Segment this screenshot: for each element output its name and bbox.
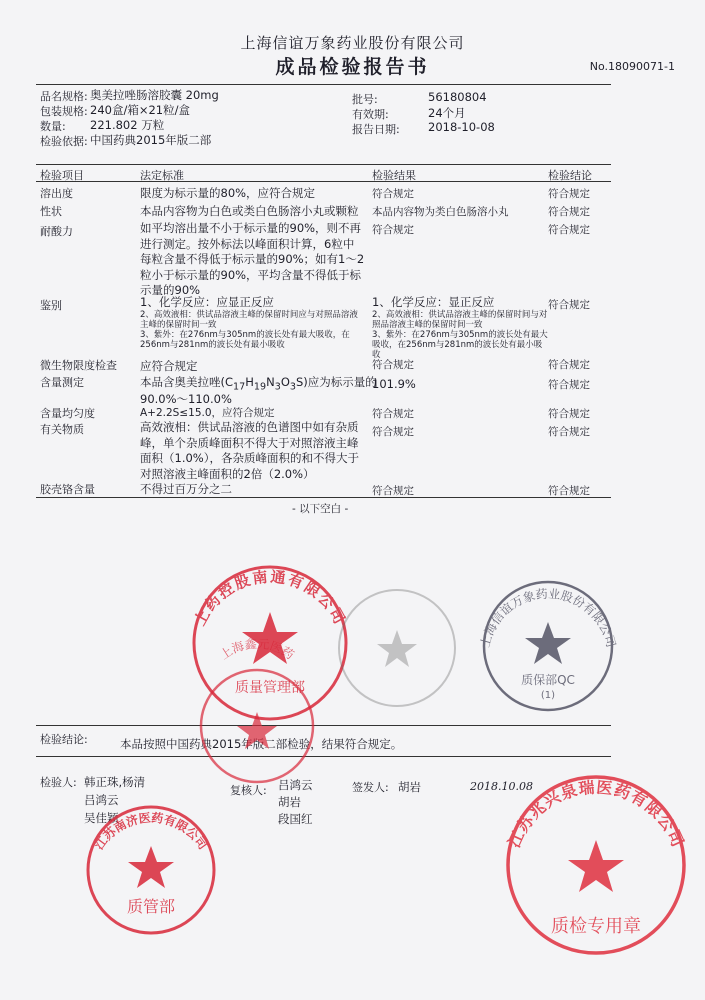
row-item: 含量测定 — [40, 376, 84, 389]
result-line: 1、化学反应：显正反应 — [372, 295, 495, 309]
svg-text:质检专用章: 质检专用章 — [551, 916, 641, 937]
row-item: 性状 — [40, 205, 62, 218]
inspector-name: 吴佳颖 — [84, 811, 119, 825]
row-result: 101.9% — [372, 377, 416, 391]
company-name: 上海信谊万象药业股份有限公司 — [240, 34, 465, 52]
svg-text:江苏兆兴泉瑞医药有限公司: 江苏兆兴泉瑞医药有限公司 — [504, 777, 688, 851]
col-conclusion-header: 检验结论 — [548, 169, 592, 182]
row-standard: 如平均溶出量不小于标示量的90%，则不再进行测定。按外标法以峰面积计算，6粒中每粒含量不得低于标示量的90%；如有1～2粒小于标示量的90%，平均含量不得低于标示量的90% — [140, 221, 365, 297]
row-conclusion: 符合规定 — [548, 408, 590, 420]
basis-label: 检验依据: — [40, 135, 88, 148]
row-conclusion: 符合规定 — [548, 188, 590, 200]
report-title: 成品检验报告书 — [275, 56, 430, 78]
issuer-name: 胡岩 — [398, 780, 421, 794]
reviewer-name: 吕鸿云 — [278, 778, 313, 792]
validity-label: 有效期: — [352, 108, 389, 121]
batch-value: 56180804 — [428, 90, 487, 104]
row-conclusion: 符合规定 — [548, 359, 590, 371]
product-name-value: 奥美拉唑肠溶胶囊 20mg — [90, 88, 219, 102]
row-result: 符合规定 — [372, 426, 414, 438]
row-result: 符合规定 — [372, 359, 414, 371]
stamp-zhaoxing — [504, 777, 688, 953]
package-value: 240盒/箱×21粒/盒 — [90, 103, 190, 117]
reviewer-name: 段国红 — [278, 812, 313, 826]
signature-date: 2018.10.08 — [470, 780, 533, 793]
standard-line: 2、高效液相：供试品溶液主峰的保留时间应与对照品溶液主峰的保留时间一致 — [140, 310, 358, 330]
row-result: 符合规定 — [372, 188, 414, 200]
issuer-label: 签发人: — [352, 781, 389, 794]
report-date-label: 报告日期: — [352, 123, 400, 136]
reviewer-label: 复核人: — [230, 784, 267, 797]
standard-line: 1、化学反应：应显正反应 — [140, 295, 274, 309]
row-standard: A+2.2S≤15.0，应符合规定 — [140, 407, 275, 419]
row-standard: 应符合规定 — [140, 359, 198, 373]
standard-line: 3、紫外：在276nm与305nm的波长处有最大吸收，在256nm与281nm的波长处有最小吸收 — [140, 330, 350, 350]
result-line: 2、高效液相：供试品溶液主峰的保留时间与对照品溶液主峰的保留时间一致 — [372, 310, 548, 330]
standard-suffix: )应为标示量的 — [303, 375, 377, 389]
inspector-name: 韩正珠,杨清 — [84, 775, 146, 789]
svg-text:(1): (1) — [540, 690, 556, 701]
row-result: 符合规定 — [372, 485, 414, 497]
row-item: 微生物限度检查 — [40, 359, 117, 372]
row-item: 溶出度 — [40, 187, 73, 200]
row-item: 含量均匀度 — [40, 407, 95, 420]
product-name-label: 品名规格: — [40, 90, 88, 103]
svg-text:质量管理部: 质量管理部 — [235, 680, 305, 696]
quantity-value: 221.802 万粒 — [90, 118, 165, 132]
stamp-nanji — [88, 807, 214, 933]
row-result: 符合规定 — [372, 224, 414, 236]
molecular-formula: $C_{17}H_{19}N_3O_3S$ — [225, 375, 304, 393]
row-conclusion: 符合规定 — [548, 206, 590, 218]
stamp-faint — [339, 590, 455, 706]
svg-text:上海鑫元医药: 上海鑫元医药 — [217, 636, 297, 663]
basis-value: 中国药典2015年版二部 — [90, 133, 212, 147]
svg-text:上海信谊万象药业股份有限公司: 上海信谊万象药业股份有限公司 — [477, 586, 619, 649]
conclusion-text: 本品按照中国药典2015年版二部检验，结果符合规定。 — [120, 737, 403, 751]
stamp-xinyi-qc — [477, 582, 618, 710]
row-item: 耐酸力 — [40, 225, 73, 238]
conclusion-label: 检验结论: — [40, 733, 88, 746]
svg-text:上药控股南通有限公司: 上药控股南通有限公司 — [190, 567, 350, 629]
row-standard: 不得过百万分之二 — [140, 482, 232, 496]
row-conclusion: 符合规定 — [548, 224, 590, 236]
row-standard: 本品内容物为白色或类白色肠溶小丸或颗粒 — [140, 204, 359, 218]
svg-text:质保部QC: 质保部QC — [521, 673, 575, 687]
stamp-shangyao-nantong — [191, 567, 350, 719]
inspector-label: 检验人: — [40, 776, 77, 789]
col-standard-header: 法定标准 — [140, 169, 184, 182]
row-item: 有关物质 — [40, 423, 84, 436]
row-conclusion: 符合规定 — [548, 299, 590, 311]
row-standard: 高效液相：供试品溶液的色谱图中如有杂质峰，单个杂质峰面积不得大于对照溶液主峰面积（1.0%），各杂质峰面积的和不得大于对照溶液主峰面积的2倍（2.0%） — [140, 420, 359, 481]
row-conclusion: 符合规定 — [548, 485, 590, 497]
standard-range: 90.0%～110.0% — [140, 392, 232, 406]
inspector-name: 吕鸿云 — [84, 793, 119, 807]
batch-label: 批号: — [352, 93, 378, 106]
row-conclusion: 符合规定 — [548, 379, 590, 391]
svg-text:质管部: 质管部 — [126, 897, 176, 916]
reviewer-name: 胡岩 — [278, 795, 301, 809]
col-result-header: 检验结果 — [372, 169, 416, 182]
row-item: 鉴别 — [40, 299, 62, 312]
standard-prefix: 本品含奥美拉唑( — [140, 375, 225, 389]
row-item: 胶壳铬含量 — [40, 483, 95, 496]
row-standard: 限度为标示量的80%，应符合规定 — [140, 186, 316, 200]
document-number: No.18090071-1 — [589, 60, 675, 73]
quantity-label: 数量: — [40, 120, 66, 133]
result-line: 3、紫外：在276nm与305nm的波长处有最大吸收，在256nm与281nm的波长处有最小吸收 — [372, 330, 548, 360]
end-of-table-note: - 以下空白 - — [292, 503, 349, 515]
package-label: 包装规格: — [40, 105, 88, 118]
svg-text:江苏南济医药有限公司: 江苏南济医药有限公司 — [91, 810, 211, 853]
row-conclusion: 符合规定 — [548, 426, 590, 438]
row-result: 符合规定 — [372, 408, 414, 420]
validity-value: 24个月 — [428, 106, 466, 120]
row-result: 本品内容物为类白色肠溶小丸 — [372, 206, 509, 218]
report-date-value: 2018-10-08 — [428, 120, 495, 134]
col-item-header: 检验项目 — [40, 169, 84, 182]
